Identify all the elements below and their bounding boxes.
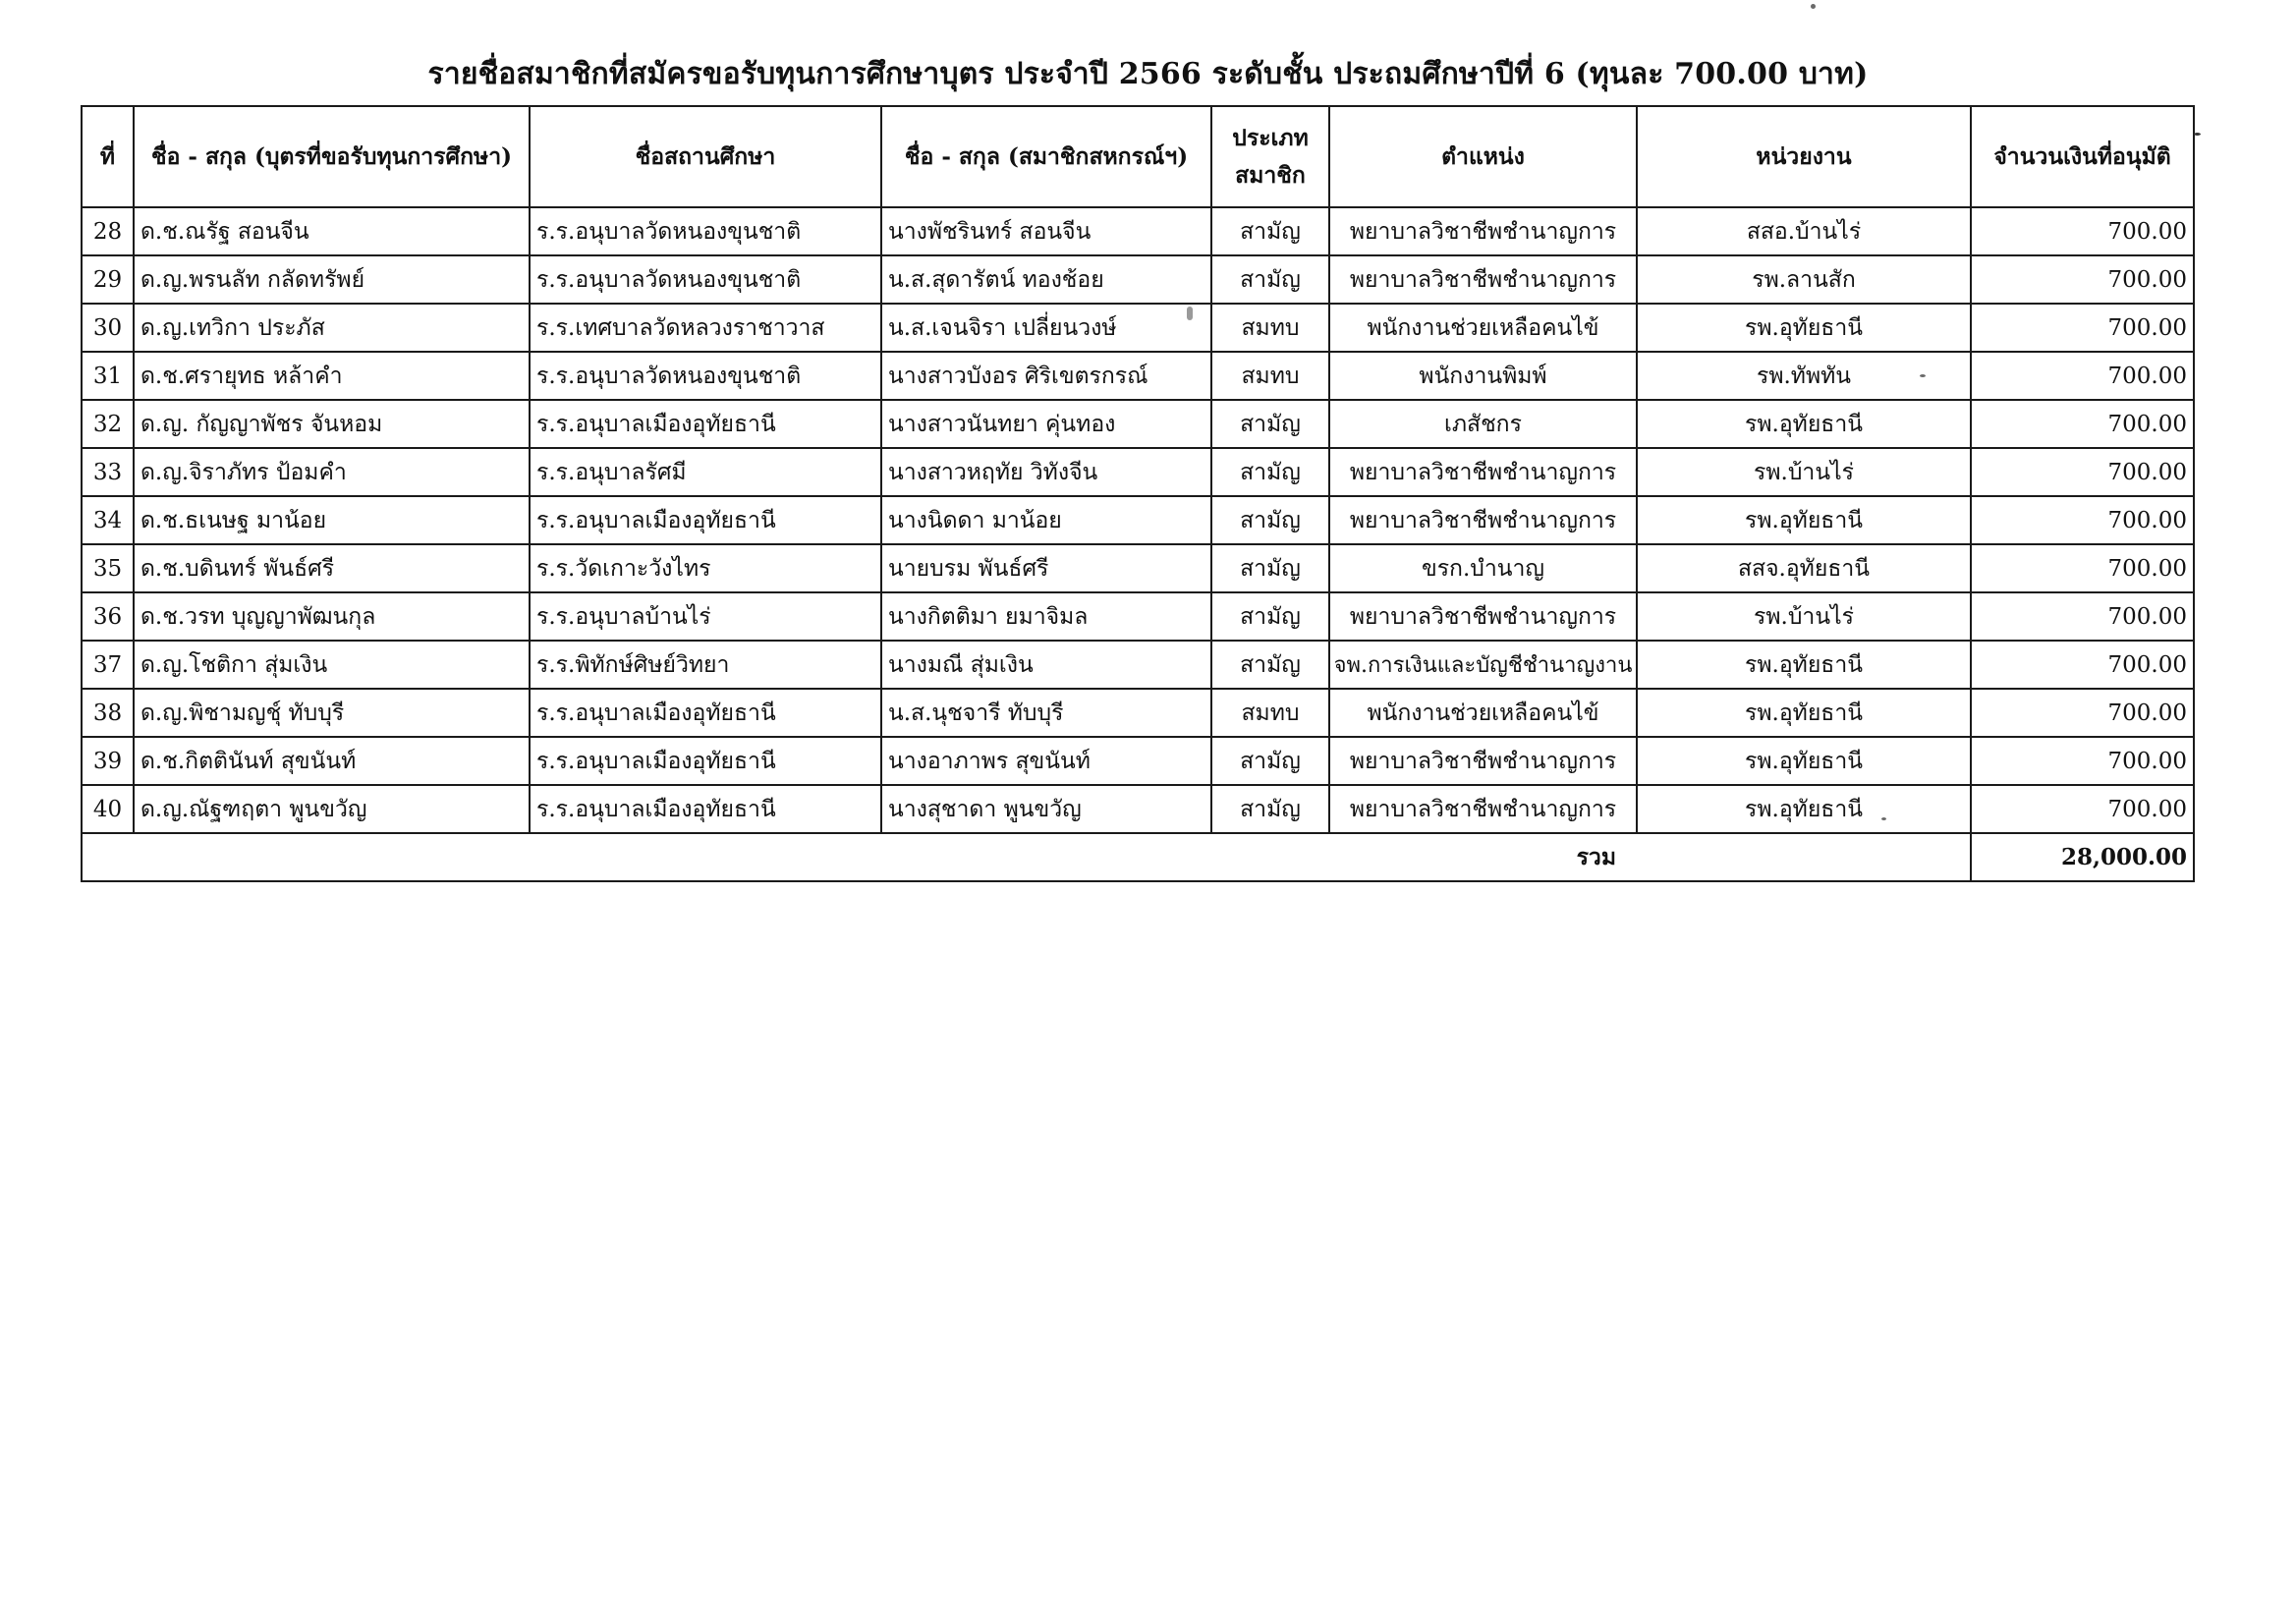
cell-position: พยาบาลวิชาชีพชำนาญการ xyxy=(1329,255,1637,304)
cell-amount: 700.00 xyxy=(1971,352,2194,400)
cell-member-name: นางกิตติมา ยมาจิมล xyxy=(881,592,1211,641)
cell-unit: รพ.ทัพทัน xyxy=(1637,352,1971,400)
cell-member-name: นางมณี สุ่มเงิน xyxy=(881,641,1211,689)
cell-school: ร.ร.วัดเกาะวังไทร xyxy=(530,544,881,592)
cell-amount: 700.00 xyxy=(1971,641,2194,689)
table-row xyxy=(82,448,2194,496)
cell-child-name: ด.ญ.จิราภัทร ป้อมคำ xyxy=(134,448,530,496)
cell-no: 34 xyxy=(82,496,134,544)
cell-member-type: สามัญ xyxy=(1211,737,1329,785)
cell-school: ร.ร.อนุบาลรัศมี xyxy=(530,448,881,496)
scan-speck xyxy=(1187,307,1193,320)
table-row xyxy=(82,400,2194,448)
scan-speck xyxy=(1811,4,1816,9)
total-row xyxy=(82,833,2194,881)
table-row xyxy=(82,304,2194,352)
cell-member-name: นางสาวหฤทัย วิทังจีน xyxy=(881,448,1211,496)
header-no: ที่ xyxy=(82,106,134,207)
cell-unit: สสจ.อุทัยธานี xyxy=(1637,544,1971,592)
cell-member-type: สามัญ xyxy=(1211,544,1329,592)
cell-position: ขรก.บำนาญ xyxy=(1329,544,1637,592)
cell-no: 38 xyxy=(82,689,134,737)
cell-school: ร.ร.อนุบาลบ้านไร่ xyxy=(530,592,881,641)
cell-unit: รพ.อุทัยธานี xyxy=(1637,641,1971,689)
cell-member-type: สามัญ xyxy=(1211,400,1329,448)
header-member-type xyxy=(1211,106,1329,207)
table-row xyxy=(82,255,2194,304)
cell-amount: 700.00 xyxy=(1971,592,2194,641)
header-amount: จำนวนเงินที่อนุมัติ xyxy=(1971,106,2194,207)
total-amount: 28,000.00 xyxy=(1971,833,2194,881)
cell-no: 29 xyxy=(82,255,134,304)
cell-unit: สสอ.บ้านไร่ xyxy=(1637,207,1971,255)
cell-school: ร.ร.อนุบาลเมืองอุทัยธานี xyxy=(530,689,881,737)
cell-school: ร.ร.อนุบาลเมืองอุทัยธานี xyxy=(530,737,881,785)
cell-member-name: นายบรม พันธ์ศรี xyxy=(881,544,1211,592)
cell-child-name: ด.ญ.โชติกา สุ่มเงิน xyxy=(134,641,530,689)
scan-speck xyxy=(1881,817,1886,820)
cell-member-name: น.ส.สุดารัตน์ ทองช้อย xyxy=(881,255,1211,304)
cell-amount: 700.00 xyxy=(1971,448,2194,496)
header-member-name: ชื่อ - สกุล (สมาชิกสหกรณ์ฯ) xyxy=(881,106,1211,207)
cell-child-name: ด.ช.ณรัฐ สอนจีน xyxy=(134,207,530,255)
table-row xyxy=(82,785,2194,833)
cell-school: ร.ร.อนุบาลเมืองอุทัยธานี xyxy=(530,400,881,448)
cell-member-name: นางพัชรินทร์ สอนจีน xyxy=(881,207,1211,255)
header-member-type-line2: สมาชิก xyxy=(1235,161,1306,189)
cell-member-type: สมทบ xyxy=(1211,352,1329,400)
cell-unit: รพ.บ้านไร่ xyxy=(1637,592,1971,641)
cell-position: พนักงานพิมพ์ xyxy=(1329,352,1637,400)
cell-member-type: สามัญ xyxy=(1211,592,1329,641)
cell-child-name: ด.ญ.เทวิกา ประภัส xyxy=(134,304,530,352)
table-header xyxy=(82,106,2194,207)
cell-unit: รพ.บ้านไร่ xyxy=(1637,448,1971,496)
header-child-name: ชื่อ - สกุล (บุตรที่ขอรับทุนการศึกษา) xyxy=(134,106,530,207)
cell-member-type: สามัญ xyxy=(1211,785,1329,833)
scholarship-roster-table xyxy=(81,105,2195,882)
cell-unit: รพ.อุทัยธานี xyxy=(1637,689,1971,737)
cell-school: ร.ร.อนุบาลวัดหนองขุนชาติ xyxy=(530,207,881,255)
cell-child-name: ด.ญ.พรนลัท กลัดทรัพย์ xyxy=(134,255,530,304)
cell-position: เภสัชกร xyxy=(1329,400,1637,448)
table-row xyxy=(82,207,2194,255)
cell-member-type: สมทบ xyxy=(1211,304,1329,352)
table-row xyxy=(82,641,2194,689)
header-member-type-line1: ประเภท xyxy=(1232,124,1309,151)
cell-member-name: นางสาวบังอร ศิริเขตรกรณ์ xyxy=(881,352,1211,400)
cell-child-name: ด.ช.บดินทร์ พันธ์ศรี xyxy=(134,544,530,592)
cell-position: พยาบาลวิชาชีพชำนาญการ xyxy=(1329,592,1637,641)
cell-member-type: สามัญ xyxy=(1211,255,1329,304)
table-row xyxy=(82,496,2194,544)
cell-child-name: ด.ช.ศรายุทธ หล้าคำ xyxy=(134,352,530,400)
cell-amount: 700.00 xyxy=(1971,737,2194,785)
cell-unit: รพ.ลานสัก xyxy=(1637,255,1971,304)
cell-member-type: สามัญ xyxy=(1211,496,1329,544)
header-row xyxy=(82,106,2194,207)
cell-child-name: ด.ช.กิตตินันท์ สุขนันท์ xyxy=(134,737,530,785)
cell-position: พยาบาลวิชาชีพชำนาญการ xyxy=(1329,496,1637,544)
cell-child-name: ด.ญ. กัญญาพัชร จันหอม xyxy=(134,400,530,448)
cell-member-name: นางนิดดา มาน้อย xyxy=(881,496,1211,544)
cell-amount: 700.00 xyxy=(1971,544,2194,592)
cell-no: 33 xyxy=(82,448,134,496)
cell-unit: รพ.อุทัยธานี xyxy=(1637,785,1971,833)
cell-no: 36 xyxy=(82,592,134,641)
cell-member-name: น.ส.นุชจารี ทับบุรี xyxy=(881,689,1211,737)
cell-unit: รพ.อุทัยธานี xyxy=(1637,400,1971,448)
cell-amount: 700.00 xyxy=(1971,689,2194,737)
cell-member-name: นางสุชาดา พูนขวัญ xyxy=(881,785,1211,833)
cell-no: 37 xyxy=(82,641,134,689)
cell-no: 28 xyxy=(82,207,134,255)
cell-school: ร.ร.อนุบาลวัดหนองขุนชาติ xyxy=(530,352,881,400)
cell-school: ร.ร.เทศบาลวัดหลวงราชาวาส xyxy=(530,304,881,352)
table-row xyxy=(82,352,2194,400)
scan-speck xyxy=(1920,374,1926,377)
cell-no: 30 xyxy=(82,304,134,352)
scan-speck xyxy=(2194,133,2201,136)
cell-member-type: สามัญ xyxy=(1211,207,1329,255)
table-row xyxy=(82,737,2194,785)
cell-position: พยาบาลวิชาชีพชำนาญการ xyxy=(1329,448,1637,496)
cell-amount: 700.00 xyxy=(1971,255,2194,304)
cell-school: ร.ร.อนุบาลวัดหนองขุนชาติ xyxy=(530,255,881,304)
table-row xyxy=(82,544,2194,592)
cell-no: 32 xyxy=(82,400,134,448)
cell-member-name: นางสาวนันทยา คุ่นทอง xyxy=(881,400,1211,448)
header-unit: หน่วยงาน xyxy=(1637,106,1971,207)
cell-member-type: สามัญ xyxy=(1211,448,1329,496)
cell-unit: รพ.อุทัยธานี xyxy=(1637,304,1971,352)
cell-amount: 700.00 xyxy=(1971,400,2194,448)
cell-no: 35 xyxy=(82,544,134,592)
cell-school: ร.ร.อนุบาลเมืองอุทัยธานี xyxy=(530,785,881,833)
total-label: รวม xyxy=(82,833,1971,881)
header-position: ตำแหน่ง xyxy=(1329,106,1637,207)
cell-member-type: สมทบ xyxy=(1211,689,1329,737)
cell-no: 39 xyxy=(82,737,134,785)
cell-no: 40 xyxy=(82,785,134,833)
cell-member-name: นางอาภาพร สุขนันท์ xyxy=(881,737,1211,785)
cell-no: 31 xyxy=(82,352,134,400)
cell-amount: 700.00 xyxy=(1971,304,2194,352)
table-row xyxy=(82,592,2194,641)
cell-position: พยาบาลวิชาชีพชำนาญการ xyxy=(1329,207,1637,255)
cell-child-name: ด.ญ.ณัฐฑฤตา พูนขวัญ xyxy=(134,785,530,833)
table-body xyxy=(82,207,2194,881)
cell-position: พยาบาลวิชาชีพชำนาญการ xyxy=(1329,785,1637,833)
cell-position: พนักงานช่วยเหลือคนไข้ xyxy=(1329,689,1637,737)
cell-position: พยาบาลวิชาชีพชำนาญการ xyxy=(1329,737,1637,785)
header-school: ชื่อสถานศึกษา xyxy=(530,106,881,207)
cell-amount: 700.00 xyxy=(1971,785,2194,833)
cell-school: ร.ร.พิทักษ์ศิษย์วิทยา xyxy=(530,641,881,689)
cell-position: จพ.การเงินและบัญชีชำนาญงาน xyxy=(1329,641,1637,689)
cell-unit: รพ.อุทัยธานี xyxy=(1637,496,1971,544)
cell-member-name: น.ส.เจนจิรา เปลี่ยนวงษ์ xyxy=(881,304,1211,352)
cell-amount: 700.00 xyxy=(1971,207,2194,255)
cell-amount: 700.00 xyxy=(1971,496,2194,544)
cell-child-name: ด.ญ.พิชามญชุ์ ทับบุรี xyxy=(134,689,530,737)
cell-unit: รพ.อุทัยธานี xyxy=(1637,737,1971,785)
cell-child-name: ด.ช.วรท บุญญาพัฒนกุล xyxy=(134,592,530,641)
cell-member-type: สามัญ xyxy=(1211,641,1329,689)
cell-position: พนักงานช่วยเหลือคนไข้ xyxy=(1329,304,1637,352)
cell-child-name: ด.ช.ธเนษฐ มาน้อย xyxy=(134,496,530,544)
document-title: รายชื่อสมาชิกที่สมัครขอรับทุนการศึกษาบุตร ประจำปี 2566 ระดับชั้น ประถมศึกษาปีที่ 6 (ทุนละ 700.00 บาท) xyxy=(427,57,1869,91)
table-row xyxy=(82,689,2194,737)
cell-school: ร.ร.อนุบาลเมืองอุทัยธานี xyxy=(530,496,881,544)
